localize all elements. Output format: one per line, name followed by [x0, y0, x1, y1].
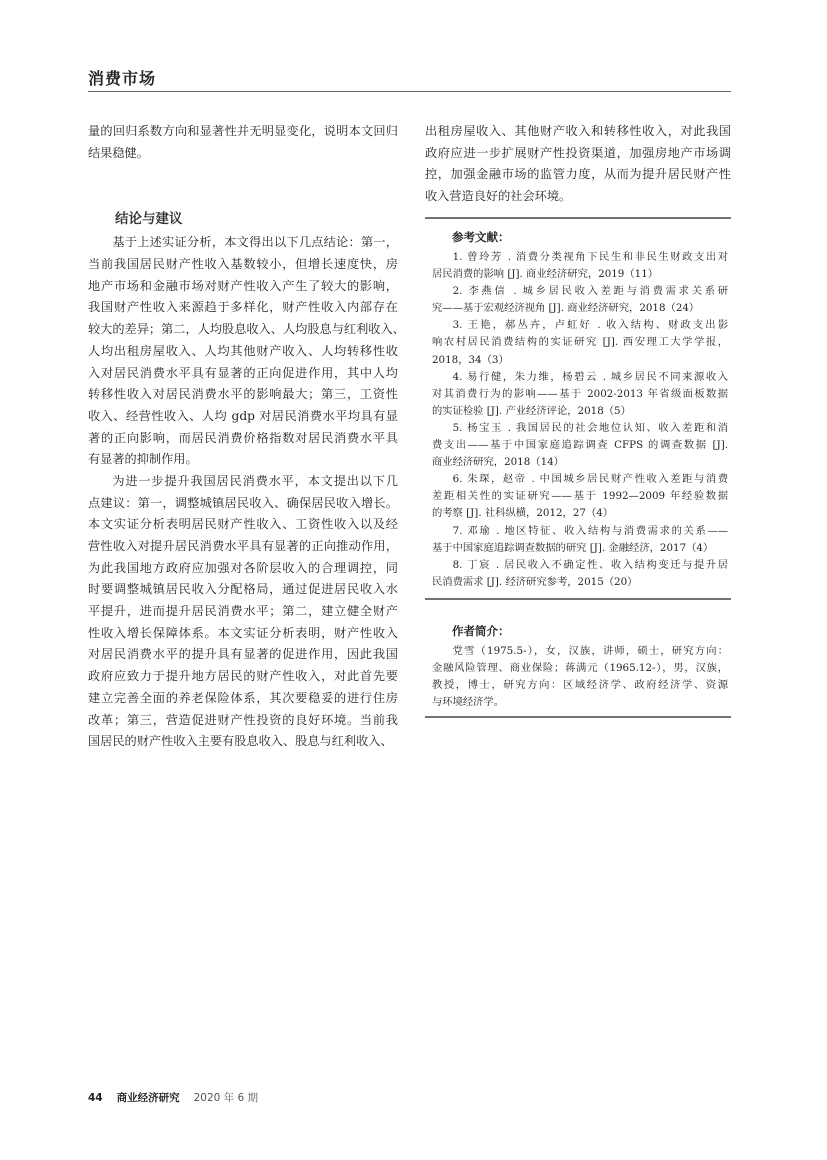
reference-item [432, 369, 728, 420]
text-line: 为此我国地方政府应加强对各阶层收入的合理调控，同 [88, 560, 398, 575]
intro-paragraph [88, 121, 398, 164]
author-bio-bottom-rule [425, 716, 731, 718]
text-line: 民消费需求 [J]. 经济研究参考，2015（20） [432, 575, 638, 588]
text-line: 4. 易行健，朱力维，杨碧云 . 城乡居民不同来源收入 [452, 370, 728, 383]
text-line: 国居民的财产性收入主要有股息收入、股息与红利收入、 [88, 734, 393, 749]
text-line: 2018，34（3） [432, 353, 509, 366]
reference-item [432, 471, 728, 522]
text-line: 地产市场和金融市场对财产性收入产生了较大的影响， [88, 278, 398, 293]
references-top-rule [425, 217, 731, 219]
right-column [425, 121, 731, 208]
text-line: 政府应进一步扩展财产性投资渠道，加强房地产市场调 [425, 145, 731, 160]
text-line: 当前我国居民财产性收入基数较小，但增长速度快，房 [88, 257, 398, 272]
text-line: 对其消费行为的影响——基于 2002-2013 年省级面板数据 [432, 387, 728, 400]
text-line: 与环境经济学。 [432, 696, 505, 709]
text-line: 营性收入对提升居民消费水平具有显著的正向推动作用， [88, 539, 398, 553]
left-column [88, 121, 405, 753]
text-line: 金融风险管理、商业保险；蒋满元（1965.12-），男，汉族， [432, 662, 728, 675]
text-line: 差距相关性的实证研究——基于 1992—2009 年经验数据 [432, 490, 728, 503]
conclusion-paragraph [88, 232, 405, 471]
author-bio [432, 643, 728, 711]
page-number: 44 [88, 1092, 103, 1104]
text-line: 出租房屋收入、其他财产收入和转移性收入，对此我国 [425, 124, 731, 138]
text-line: 7. 邓瑜 . 地区特征、收入结构与消费需求的关系—— [452, 524, 728, 537]
page-footer [88, 1090, 258, 1105]
text-line: 人均出租房屋收入、人均其他财产收入、人均转移性收 [88, 343, 398, 358]
text-line: 结果稳健。 [88, 145, 149, 160]
text-line: 较大的差异；第二，人均股息收入、人均股息与红利收入、 [88, 322, 405, 337]
reference-item [432, 557, 728, 591]
text-line: 入对居民消费水平具有显著的正向促进作用，其中人均 [88, 365, 398, 380]
references-bottom-rule [425, 598, 731, 600]
reference-item [432, 523, 728, 557]
suggestion-paragraph [88, 471, 398, 753]
continued-paragraph [425, 121, 731, 208]
header-divider [88, 91, 731, 92]
text-line: 建立完善全面的养老保险体系，其次要稳妥的进行住房 [88, 690, 398, 705]
text-line: 著的正向影响，而居民消费价格指数对居民消费水平具 [88, 430, 398, 445]
text-line: 性收入增长保障体系。本文实证分析表明，财产性收入 [88, 625, 398, 640]
text-line: 教授，博士，研究方向：区域经济学、政府经济学、资源 [432, 679, 728, 692]
references-list [432, 249, 728, 591]
text-line: 1. 曾玲芳 . 消费分类视角下民生和非民生财政支出对 [452, 251, 728, 263]
text-line: 6. 朱琛，赵帝 . 中国城乡居民财产性收入差距与消费 [452, 473, 728, 486]
text-line: 量的回归系数方向和显著性并无明显变化，说明本文回归 [88, 124, 398, 138]
text-line: 控，加强金融市场的监管力度，从而为提升居民财产性 [425, 167, 731, 182]
text-line: 的实证检验 [J]. 产业经济评论，2018（5） [432, 404, 631, 417]
text-line: 为进一步提升我国居民消费水平，本文提出以下几 [112, 473, 398, 488]
text-line: 3. 王艳，郝丛卉，卢虹好 . 收入结构、财政支出影 [452, 319, 728, 332]
text-line: 基于中国家庭追踪调查数据的研究 [J]. 金融经济，2017（4） [432, 541, 714, 554]
journal-name: 商业经济研究 [116, 1092, 180, 1104]
conclusion-heading: 结论与建议 [115, 211, 183, 228]
text-line: 8. 丁宸 . 居民收入不确定性、收入结构变迁与提升居 [452, 558, 728, 571]
text-line: 收入、经营性收入、人均 gdp 对居民消费水平均具有显 [88, 408, 398, 423]
text-line: 我国财产性收入来源趋于多样化，财产性收入内部存在 [88, 300, 398, 315]
text-line: 收入营造良好的社会环境。 [425, 189, 572, 204]
text-line: 对居民消费水平的提升具有显著的促进作用，因此我国 [88, 647, 398, 662]
text-line: 2. 李燕信 . 城乡居民收入差距与消费需求关系研 [452, 285, 728, 298]
references-title: 参考文献： [452, 230, 510, 244]
text-line: 5. 杨宝玉 . 我国居民的社会地位认知、收入差距和消 [452, 421, 728, 434]
text-line: 基于上述实证分析，本文得出以下几点结论：第一， [112, 235, 398, 250]
text-line: 平提升，进而提升居民消费水平；第二，建立健全财产 [88, 604, 398, 619]
section-title: 消费市场 [88, 69, 157, 88]
reference-item [432, 317, 728, 368]
text-line: 本文实证分析表明居民财产性收入、工资性收入以及经 [88, 517, 398, 532]
text-line: 转移性收入对居民消费水平的影响最大；第三，工资性 [88, 387, 398, 402]
text-line: 的考察 [J]. 社科纵横，2012，27（4） [432, 507, 614, 520]
issue-label: 2020 年 6 期 [193, 1092, 259, 1104]
text-line: 改革；第三，营造促进财产性投资的良好环境。当前我 [88, 712, 398, 727]
text-line: 究——基于宏观经济视角 [J]. 商业经济研究，2018（24） [432, 302, 700, 315]
text-line: 居民消费的影响 [J]. 商业经济研究，2019（11） [432, 268, 659, 281]
reference-item [432, 283, 728, 317]
text-line: 费支出——基于中国家庭追踪调查 CFPS 的调查数据 [J]. [432, 439, 728, 452]
text-line: 有显著的抑制作用。 [88, 452, 198, 467]
text-line: 政府应致力于提升地方居民的财产性收入，对此首先要 [88, 669, 398, 684]
text-line: 点建议：第一，调整城镇居民收入、确保居民收入增长。 [88, 495, 398, 510]
text-line: 响农村居民消费结构的实证研究 [J]. 西安理工大学学报， [432, 336, 728, 349]
text-line: 商业经济研究，2018（14） [432, 456, 564, 469]
text-line: 党雪（1975.5-），女，汉族，讲师，硕士，研究方向： [452, 645, 728, 657]
text-line: 时要调整城镇居民收入分配格局，通过促进居民收入水 [88, 582, 398, 597]
reference-item [432, 420, 728, 471]
author-bio-title: 作者简介： [452, 624, 510, 638]
reference-item [432, 249, 728, 283]
